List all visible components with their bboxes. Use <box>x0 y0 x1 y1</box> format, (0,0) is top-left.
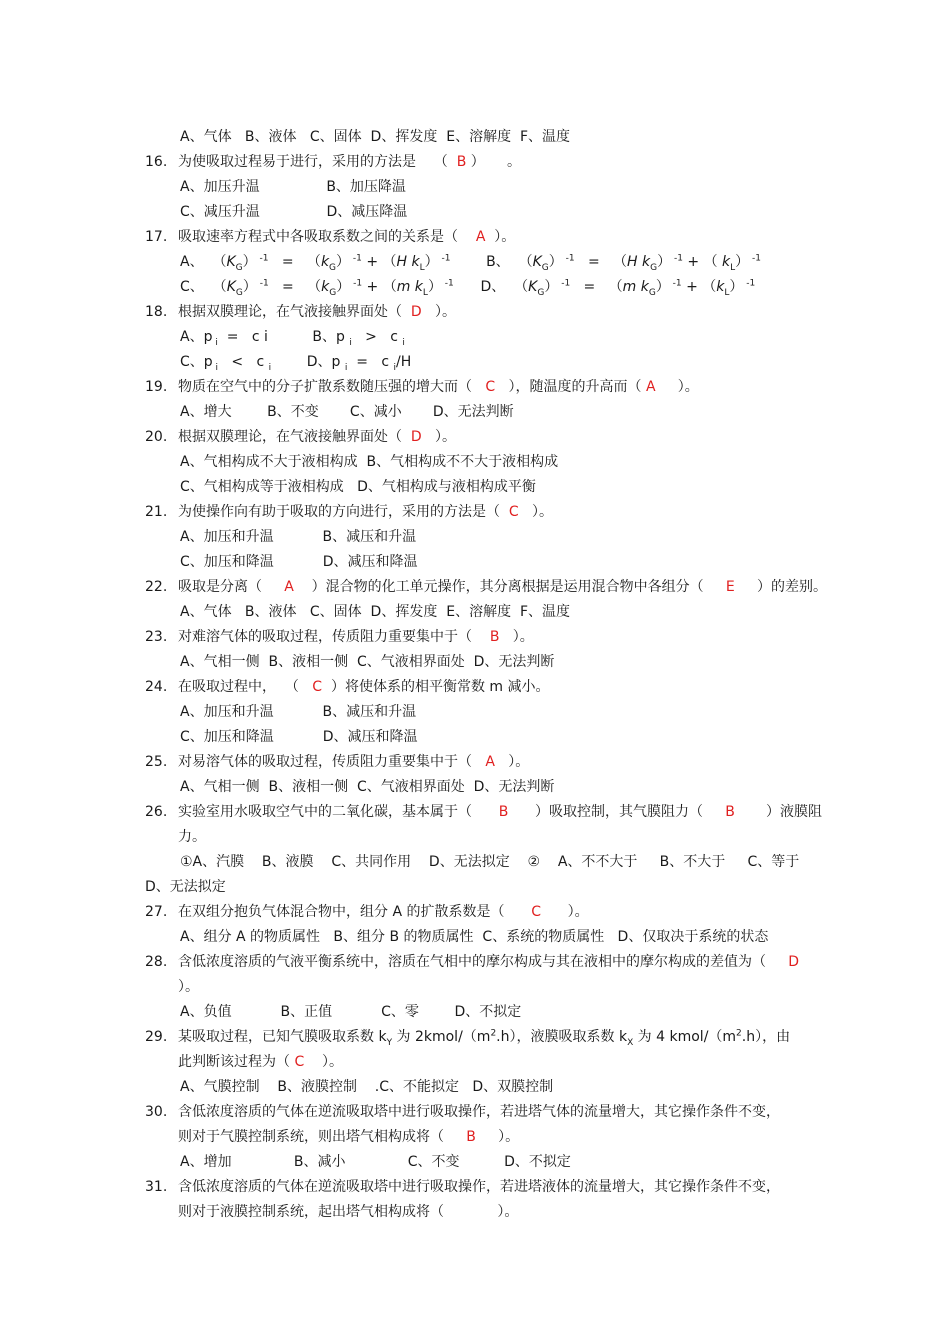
option-text <box>180 777 554 797</box>
subscript: i <box>349 337 352 348</box>
option-text <box>180 702 416 722</box>
text-run: ）将使体系的相平衡常数 m 减小。 <box>322 679 550 695</box>
answer-mark: C <box>531 904 541 920</box>
math-symbol: k <box>321 279 330 295</box>
superscript: -1 <box>669 278 682 289</box>
question-number: 21. <box>145 504 168 520</box>
text-run: ）。 <box>421 304 457 320</box>
superscript: -1 <box>441 278 454 289</box>
subscript: G <box>235 287 243 298</box>
subscript: G <box>329 287 337 298</box>
question-number: 16. <box>145 154 168 170</box>
answer-mark: C <box>312 679 323 695</box>
question-text <box>178 377 699 397</box>
text-run: ） 。 <box>466 154 522 170</box>
text-run: ）液膜阻 <box>734 804 823 820</box>
text-run: A、加压和升温 B、减压和升温 <box>180 704 417 720</box>
question-text <box>145 877 226 897</box>
question-number: 29. <box>145 1029 168 1045</box>
text-run: .h），液膜吸取系数 k <box>496 1029 628 1045</box>
text-run: 在吸取过程中， （ <box>178 679 313 695</box>
text-run: ）吸取控制，其气膜阻力（ <box>508 804 726 820</box>
subscript: G <box>650 262 658 273</box>
text-run: ）。 <box>475 1129 520 1145</box>
subscript: G <box>329 262 337 273</box>
text-run: ） <box>336 279 351 295</box>
text-run: ） <box>427 279 442 295</box>
text-run: C、气相构成等于液相构成 D、气相构成与液相构成平衡 <box>180 479 536 495</box>
text-run: A、气相一侧 B、液相一侧 C、气液相界面处 D、无法判断 <box>180 779 555 795</box>
question-number: 17. <box>145 229 168 245</box>
math-symbol: k <box>320 254 330 270</box>
option-text <box>180 527 416 547</box>
question-text <box>178 952 799 972</box>
subscript: L <box>422 287 428 298</box>
text-run: A、气膜控制 B、液膜控制 .C、不能拟定 D、双膜控制 <box>180 1079 554 1095</box>
question-number: 24. <box>145 679 168 695</box>
question-text <box>178 827 206 847</box>
option-text <box>180 602 570 622</box>
text-run: A、增加 B、减小 C、不变 D、不拟定 <box>180 1154 571 1170</box>
text-run: = c <box>347 354 394 370</box>
text-run: ）的差别。 <box>734 579 828 595</box>
text-run: A、气体 B、液体 C、固体 D、挥发度 E、溶解度 F、温度 <box>180 129 571 145</box>
text-run: ），随温度的升高而（ <box>495 379 646 395</box>
question-text <box>178 627 534 647</box>
math-symbol: K <box>226 254 236 270</box>
subscript: i <box>344 362 348 373</box>
text-run: 某吸取过程，已知气膜吸取系数 k <box>178 1029 387 1045</box>
text-run: 为 2kmol/（m <box>392 1029 491 1045</box>
option-text <box>180 252 761 272</box>
option-text <box>180 127 570 147</box>
question-text <box>178 1027 790 1047</box>
subscript: i <box>268 362 272 373</box>
option-text <box>180 477 536 497</box>
question-text <box>178 502 553 522</box>
question-text <box>178 1102 780 1122</box>
text-run: ）。 <box>540 904 589 920</box>
subscript: Y <box>386 1037 393 1048</box>
text-run: A、气相构成不大于液相构成 B、气相构成不不大于液相构成 <box>180 454 559 470</box>
subscript: L <box>419 262 425 273</box>
text-run: ）混合物的化工单元操作，其分离根据是运用混合物中各组分（ <box>293 579 726 595</box>
text-run: ）。 <box>485 229 516 245</box>
question-number: 31. <box>145 1179 168 1195</box>
text-run: 吸取速率方程式中各吸取系数之间的关系是（ <box>178 229 476 245</box>
option-text <box>180 277 755 297</box>
subscript: i <box>393 362 397 373</box>
superscript: -1 <box>671 253 683 264</box>
subscript: i <box>212 337 218 348</box>
answer-mark: C <box>294 1054 305 1070</box>
text-run: 在双组分抱负气体混合物中，组分 A 的扩散系数是（ <box>178 904 532 920</box>
option-text <box>180 327 405 347</box>
math-symbol: k <box>716 279 725 295</box>
text-run: 为使操作向有助于吸取的方向进行，采用的方法是（ <box>178 504 509 520</box>
superscript: -1 <box>350 253 362 264</box>
text-run: A、负值 B、正值 C、零 D、不拟定 <box>180 1004 522 1020</box>
option-text <box>180 852 799 872</box>
answer-mark: C <box>485 379 496 395</box>
text-run: 此判断该过程为（ <box>178 1054 295 1070</box>
text-run: .h），由 <box>741 1029 791 1045</box>
math-symbol: K <box>528 279 538 295</box>
text-run: C、加压和降温 D、减压和降温 <box>180 554 418 570</box>
question-text <box>178 152 521 172</box>
question-text <box>178 802 822 822</box>
superscript: -1 <box>749 253 762 264</box>
text-run: /H <box>396 354 412 370</box>
text-run: + （ <box>361 254 397 270</box>
text-run: + （ <box>681 279 717 295</box>
question-number: 28. <box>145 954 168 970</box>
text-run: = （ <box>574 254 628 270</box>
math-symbol: K <box>226 279 236 295</box>
text-run: 物质在空气中的分子扩散系数随压强的增大而（ <box>178 379 486 395</box>
question-number: 20. <box>145 429 168 445</box>
question-number: 27. <box>145 904 168 920</box>
text-run: ）。 <box>421 429 457 445</box>
text-run: ） <box>242 279 257 295</box>
answer-mark: B <box>466 1129 476 1145</box>
text-run: 则对于气膜控制系统，则出塔气相构成将（ <box>178 1129 467 1145</box>
option-text <box>180 927 768 947</box>
math-symbol: m k <box>396 279 423 295</box>
text-run: ）。 <box>494 754 530 770</box>
text-run: 为 4 kmol/（m <box>633 1029 737 1045</box>
text-run: A、加压和升温 B、减压和升温 <box>180 529 417 545</box>
question-text <box>178 1177 780 1197</box>
text-run: ） <box>336 254 351 270</box>
option-text <box>180 1077 553 1097</box>
subscript: L <box>730 262 736 273</box>
text-run: + （ <box>682 254 723 270</box>
subscript: X <box>627 1037 634 1048</box>
text-run: D、 （ <box>453 279 529 295</box>
option-text <box>180 402 514 422</box>
text-run: A、加压升温 B、加压降温 <box>180 179 406 195</box>
text-run: A、组分 A 的物质属性 B、组分 B 的物质属性 C、系统的物质属性 D、仅取决于系统的状态 <box>180 929 769 945</box>
question-text <box>178 677 550 697</box>
subscript: G <box>235 262 243 273</box>
text-run: + （ <box>362 279 397 295</box>
text-run: ） <box>544 279 559 295</box>
text-run: 为使吸取过程易于进行，采用的方法是 （ <box>178 154 457 170</box>
question-number: 30. <box>145 1104 168 1120</box>
subscript: i <box>402 337 405 348</box>
text-run: 根据双膜理论，在气液接触界面处（ <box>178 429 411 445</box>
text-run: = c i B、p <box>217 329 350 345</box>
question-text <box>178 1052 343 1072</box>
text-run: = （ <box>268 279 322 295</box>
text-run: = （ <box>570 279 623 295</box>
option-text <box>180 177 406 197</box>
math-symbol: m k <box>622 279 649 295</box>
question-number: 23. <box>145 629 168 645</box>
text-run: ）。 <box>518 504 554 520</box>
superscript: -1 <box>350 278 363 289</box>
text-run: 含低浓度溶质的气液平衡系统中，溶质在气相中的摩尔构成与其在液相中的摩尔构成的差值为（ <box>178 954 789 970</box>
text-run: ①A、汽膜 B、液膜 C、共同作用 D、无法拟定 ② A、不不大于 B、不大于 C、等于 <box>180 854 800 870</box>
question-number: 18. <box>145 304 168 320</box>
text-run: ）。 <box>655 379 699 395</box>
text-run: 对易溶气体的吸取过程，传质阻力重要集中于（ <box>178 754 486 770</box>
answer-mark: D <box>410 304 422 320</box>
subscript: i <box>212 362 219 373</box>
question-number: 25. <box>145 754 168 770</box>
question-text <box>178 1202 518 1222</box>
text-run: ） <box>424 254 439 270</box>
text-run: ）。 <box>499 629 534 645</box>
text-run: = （ <box>268 254 321 270</box>
question-text <box>178 577 827 597</box>
answer-mark: B <box>498 804 509 820</box>
question-text <box>178 977 199 997</box>
text-run: A、气相一侧 B、液相一侧 C、气液相界面处 D、无法判断 <box>180 654 555 670</box>
superscript: 2 <box>736 1028 742 1039</box>
answer-mark: D <box>410 429 422 445</box>
question-number: 22. <box>145 579 168 595</box>
superscript: -1 <box>743 278 756 289</box>
text-run: 对难溶气体的吸取过程，传质阻力重要集中于（ <box>178 629 490 645</box>
superscript: -1 <box>438 253 451 264</box>
text-run: ） <box>548 254 563 270</box>
superscript: -1 <box>256 253 269 264</box>
text-run: B、 （ <box>450 254 533 270</box>
answer-mark: C <box>508 504 519 520</box>
text-run: ） <box>242 254 257 270</box>
answer-mark: D <box>788 954 800 970</box>
subscript: G <box>537 287 545 298</box>
superscript: -1 <box>256 278 269 289</box>
option-text <box>180 202 407 222</box>
text-run: > c <box>351 329 403 345</box>
text-run: ）。 <box>178 979 199 995</box>
question-text <box>178 1127 519 1147</box>
subscript: L <box>724 287 730 298</box>
math-symbol: K <box>532 254 542 270</box>
text-run: A、 （ <box>180 254 227 270</box>
answer-mark: B <box>456 154 467 170</box>
text-run: 含低浓度溶质的气体在逆流吸取塔中进行吸取操作，若进塔液体的流量增大，其它操作条件不变， <box>178 1179 780 1195</box>
text-run: ） <box>735 254 750 270</box>
answer-mark: A <box>485 754 495 770</box>
option-text <box>180 352 411 372</box>
text-run: ） <box>655 279 670 295</box>
question-text <box>178 302 456 322</box>
option-text <box>180 1152 571 1172</box>
question-text <box>178 902 589 922</box>
option-text <box>180 552 418 572</box>
text-run: 含低浓度溶质的气体在逆流吸取塔中进行吸取操作，若进塔气体的流量增大，其它操作条件不变， <box>178 1104 780 1120</box>
text-run: 根据双膜理论，在气液接触界面处（ <box>178 304 411 320</box>
text-run: 吸取是分离（ <box>178 579 285 595</box>
text-run: ）。 <box>304 1054 344 1070</box>
superscript: -1 <box>562 253 575 264</box>
option-text <box>180 652 554 672</box>
question-number: 26. <box>145 804 168 820</box>
text-run: C、 （ <box>180 279 227 295</box>
text-run: D、p <box>271 354 345 370</box>
math-symbol: k <box>722 254 731 270</box>
option-text <box>180 1002 521 1022</box>
answer-mark: A <box>475 229 486 245</box>
answer-mark: E <box>725 579 735 595</box>
math-symbol: H k <box>627 254 651 270</box>
subscript: G <box>541 262 549 273</box>
text-run: C、加压和降温 D、减压和降温 <box>180 729 418 745</box>
answer-mark: B <box>725 804 735 820</box>
text-run: 实验室用水吸取空气中的二氧化碳，基本属于（ <box>178 804 499 820</box>
text-run: 力。 <box>178 829 206 845</box>
text-run: A、气体 B、液体 C、固体 D、挥发度 E、溶解度 F、温度 <box>180 604 571 620</box>
text-run: ） <box>729 279 744 295</box>
superscript: 2 <box>490 1028 497 1039</box>
answer-mark: A <box>284 579 294 595</box>
question-text <box>178 227 515 247</box>
option-text <box>180 727 418 747</box>
answer-mark: B <box>489 629 500 645</box>
text-run: A、p <box>180 329 213 345</box>
text-run: < c <box>218 354 269 370</box>
subscript: G <box>648 287 656 298</box>
answer-mark: A <box>645 379 656 395</box>
question-number: 19. <box>145 379 168 395</box>
text-run: 则对于液膜控制系统，起出塔气相构成将（ ）。 <box>178 1204 519 1220</box>
text-run: C、减压升温 D、减压降温 <box>180 204 408 220</box>
text-run: C、p <box>180 354 213 370</box>
superscript: -1 <box>558 278 571 289</box>
question-text <box>178 427 456 447</box>
math-symbol: H k <box>396 254 420 270</box>
option-text <box>180 452 558 472</box>
text-run: ） <box>657 254 672 270</box>
text-run: A、增大 B、不变 C、减小 D、无法判断 <box>180 404 514 420</box>
question-text <box>178 752 529 772</box>
text-run: D、无法拟定 <box>145 879 226 895</box>
